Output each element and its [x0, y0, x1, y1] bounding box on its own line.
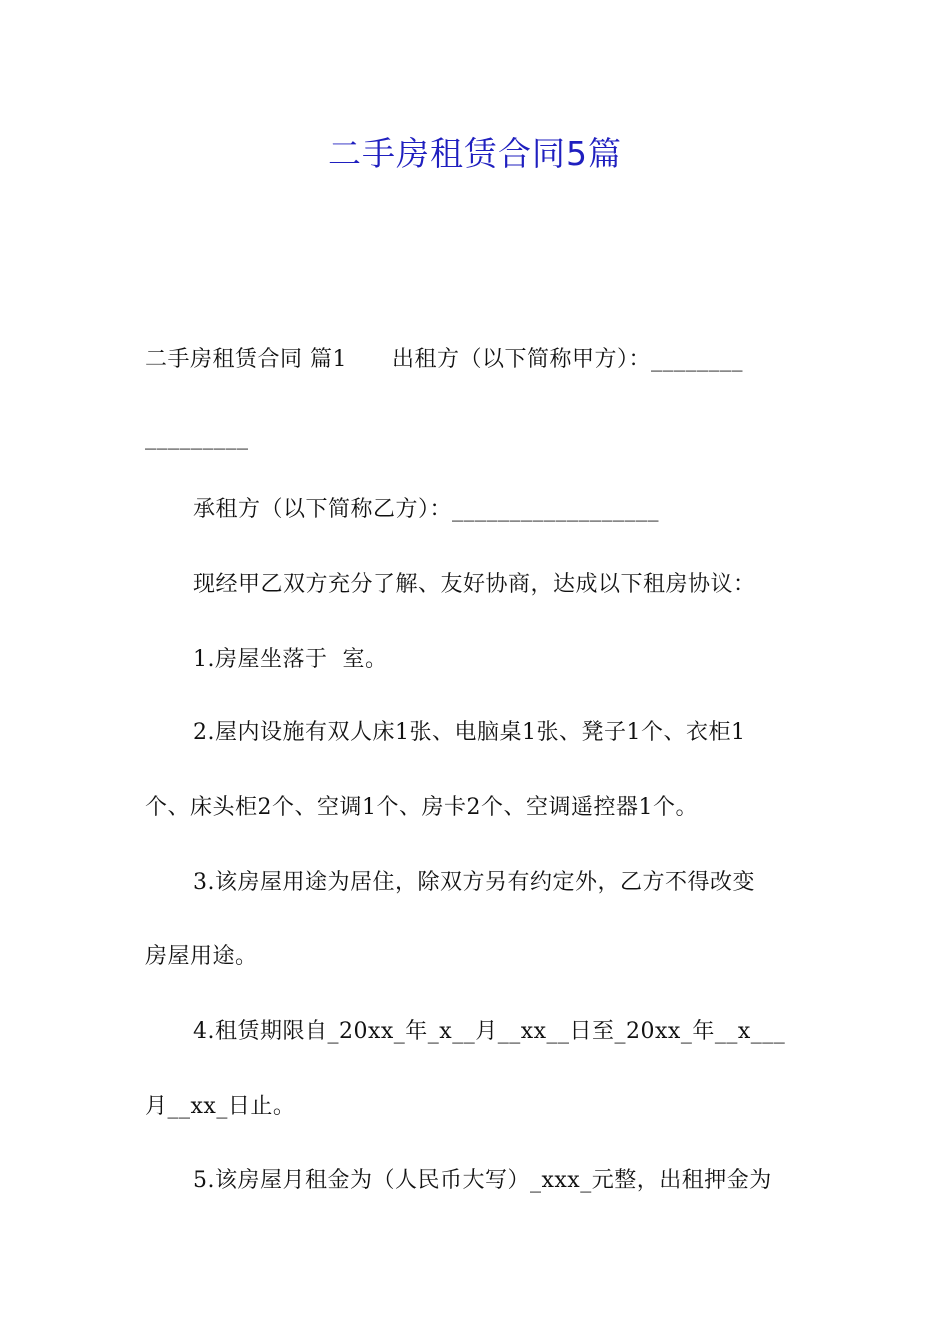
paragraph-line: 个、床头柜2个、空调1个、房卡2个、空调遥控器1个。 [145, 795, 698, 820]
paragraph-line: 承租方（以下简称乙方）：__________________ [193, 497, 660, 522]
paragraph-line: 房屋用途。 [145, 944, 258, 969]
document-title: 二手房租赁合同5篇 [328, 134, 622, 173]
paragraph-line: 二手房租赁合同 篇1 出租方（以下简称甲方）：________ [145, 347, 743, 372]
paragraph-line: 4.租赁期限自_20xx_年_x__月__xx__日至_20xx_年__x___ [193, 1019, 786, 1044]
paragraph-line: 月__xx_日止。 [145, 1094, 296, 1119]
paragraph-line: 现经甲乙双方充分了解、友好协商，达成以下租房协议： [193, 572, 756, 597]
paragraph-line: 5.该房屋月租金为（人民币大写）_xxx_元整，出租押金为 [193, 1168, 772, 1193]
paragraph-line: 1.房屋坐落于 室。 [193, 647, 388, 672]
paragraph-line: 3.该房屋用途为居住，除双方另有约定外，乙方不得改变 [193, 870, 755, 895]
paragraph-line: 2.屋内设施有双人床1张、电脑桌1张、凳子1个、衣柜1 [193, 720, 746, 745]
paragraph-line: _________ [145, 425, 249, 450]
